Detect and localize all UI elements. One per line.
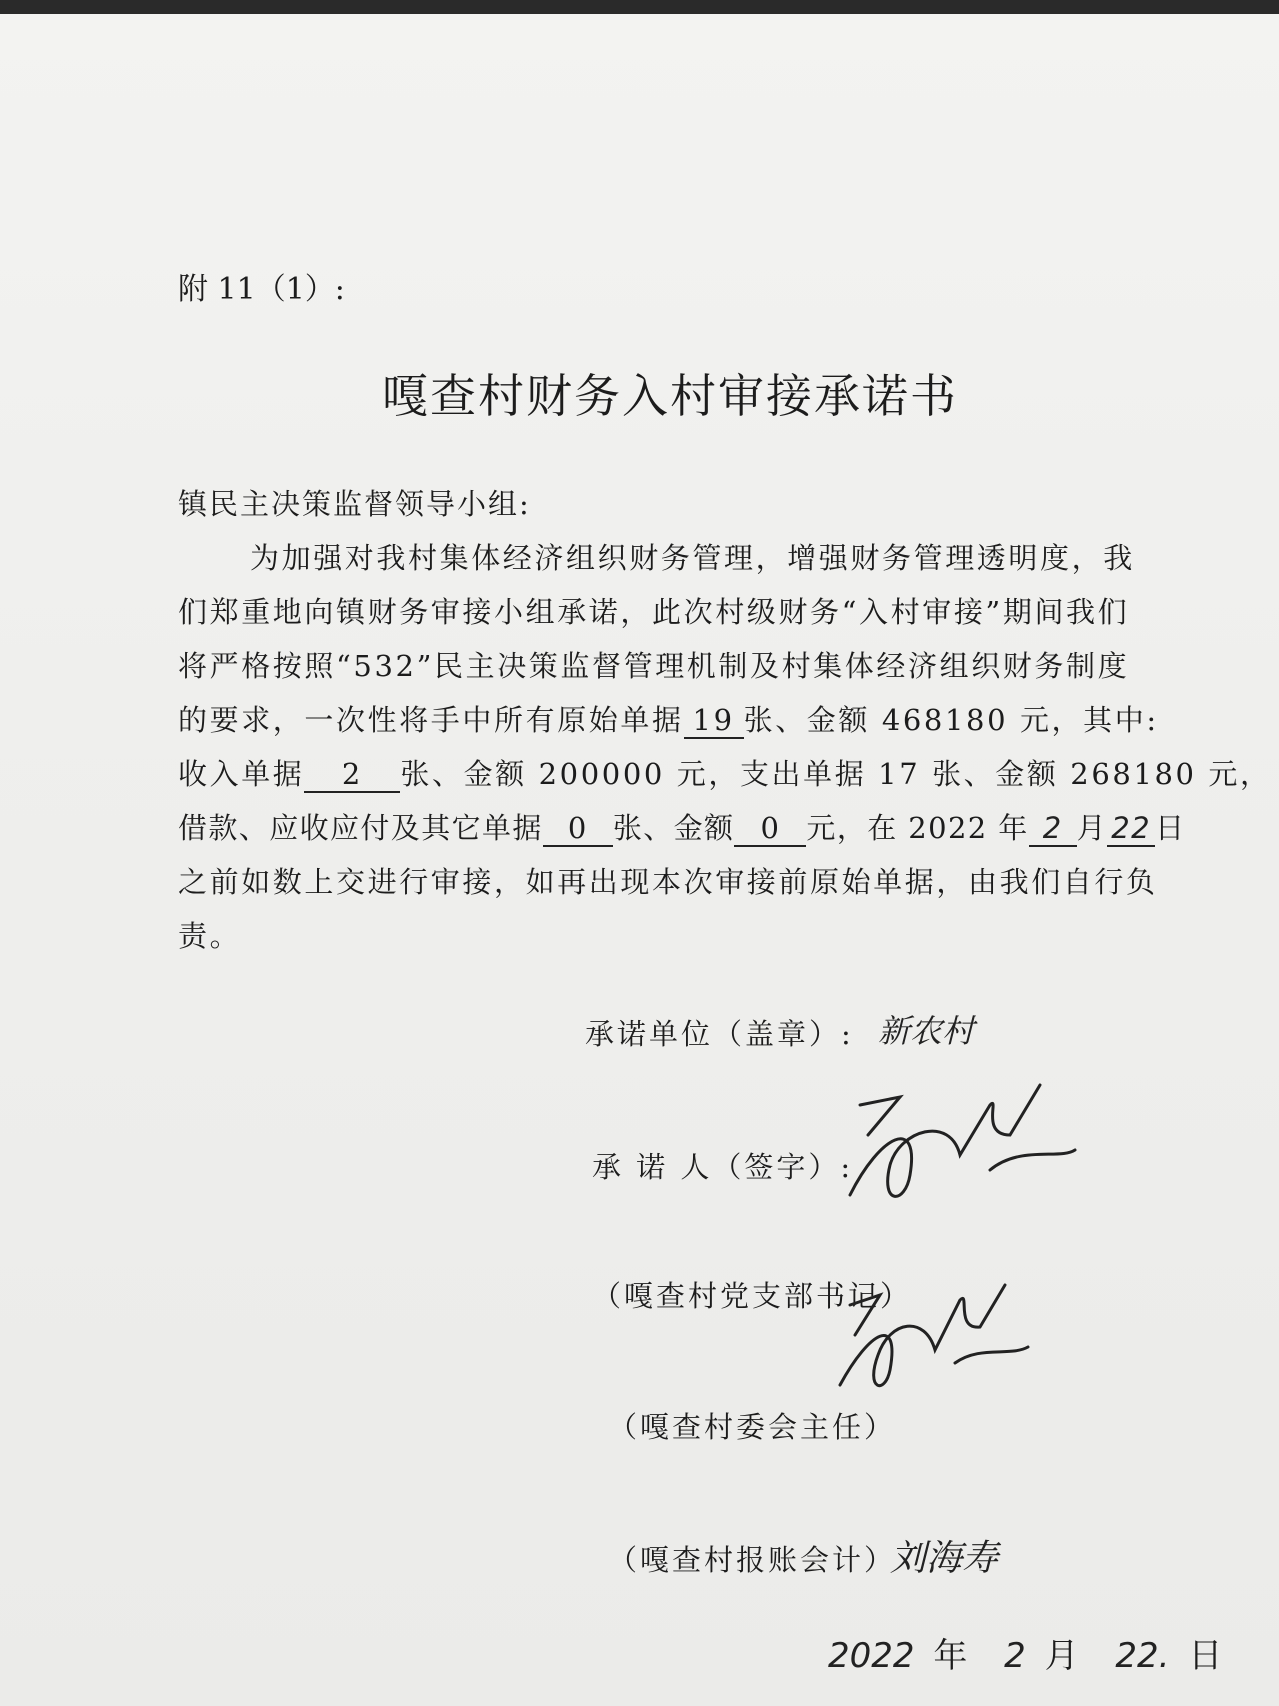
promisor-signature-image bbox=[840, 1075, 1080, 1225]
fill-in-day: 22 bbox=[1107, 813, 1155, 847]
body-text: 张、金额 200000 元，支出单据 17 张、金额 268180 元， bbox=[400, 757, 1272, 791]
page-title: 嘎查村财务入村审接承诺书 bbox=[382, 369, 958, 423]
date-year: 2022 bbox=[828, 1636, 915, 1676]
fill-in-total-count: 19 bbox=[684, 705, 744, 739]
promisor-unit-label: 承诺单位（盖章）: bbox=[585, 1017, 854, 1051]
body-line-7: 之前如数上交进行审接，如再出现本次审接前原始单据，由我们自行负 bbox=[178, 865, 1158, 899]
body-text: 张、金额 468180 元，其中: bbox=[743, 703, 1159, 737]
village-director-label: （嘎查村委会主任） bbox=[608, 1410, 897, 1444]
annex-label: 附 11（1）: bbox=[178, 272, 345, 307]
date-year-unit: 年 bbox=[933, 1636, 968, 1676]
date-month: 2 bbox=[1004, 1636, 1026, 1676]
director-signature-image bbox=[830, 1275, 1030, 1405]
fill-in-other-count: 0 bbox=[543, 813, 613, 847]
body-text: 的要求，一次性将手中所有原始单据 bbox=[178, 703, 684, 737]
body-line-1: 为加强对我村集体经济组织财务管理，增强财务管理透明度，我 bbox=[250, 541, 1135, 575]
body-text: 张、金额 bbox=[612, 811, 735, 845]
body-text: 收入单据 bbox=[178, 757, 305, 791]
promisor-unit-value: 新农村 bbox=[878, 1012, 975, 1050]
body-text: 借款、应收应付及其它单据 bbox=[178, 811, 543, 845]
body-text: 元，在 2022 年 bbox=[806, 811, 1029, 845]
accountant-label: （嘎查村报账会计） bbox=[608, 1543, 897, 1577]
accountant-signature: 刘海寿 bbox=[890, 1538, 999, 1579]
body-line-6 bbox=[178, 806, 1185, 847]
body-line-5 bbox=[178, 752, 1272, 793]
promisor-person-label: 承 诺 人（签字）: bbox=[592, 1150, 854, 1184]
body-line-8: 责。 bbox=[178, 919, 242, 953]
date-month-unit: 月 bbox=[1044, 1636, 1079, 1676]
body-line-4 bbox=[178, 698, 1159, 739]
fill-in-month: 2 bbox=[1029, 813, 1077, 847]
body-line-2: 们郑重地向镇财务审接小组承诺，此次村级财务“入村审接”期间我们 bbox=[178, 595, 1130, 629]
body-line-3: 将严格按照“532”民主决策监督管理机制及村集体经济组织财务制度 bbox=[178, 649, 1130, 683]
handwritten-date bbox=[828, 1628, 1222, 1677]
date-day-unit: 日 bbox=[1188, 1636, 1223, 1676]
party-secretary-label: （嘎查村党支部书记） bbox=[592, 1279, 913, 1313]
body-text: 月 bbox=[1076, 811, 1108, 845]
body-text: 日 bbox=[1155, 811, 1186, 845]
date-day: 22. bbox=[1115, 1636, 1170, 1676]
fill-in-other-amount: 0 bbox=[734, 813, 806, 847]
fill-in-income-count: 2 bbox=[304, 759, 400, 793]
salutation: 镇民主决策监督领导小组: bbox=[178, 487, 531, 521]
